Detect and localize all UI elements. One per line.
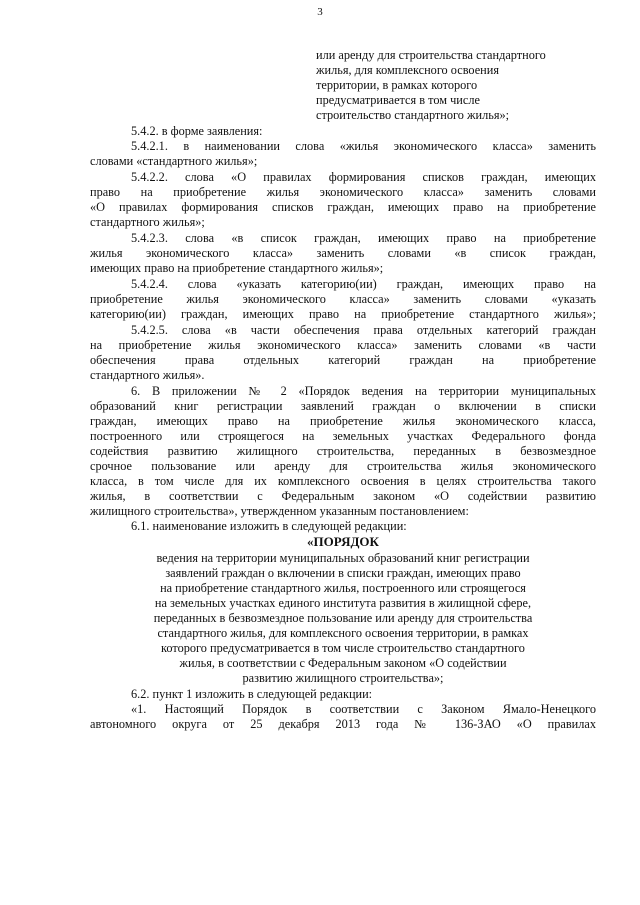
heading-line: переданных в безвозмездное пользование или аренду для строительства [153,611,533,625]
text-line: или аренду для строительства стандартного [316,48,546,62]
text-line: 6.2. пункт 1 изложить в следующей редакции: [131,687,373,701]
text-line: «О правилах формирования списков граждан, имеющих право на приобретение [90,200,596,214]
text-line: построенного или строящегося на земельных участках Федерального фонда [90,429,596,443]
text-line: категорию(ии) граждан, имеющих право на приобретение стандартного жилья»; [90,307,596,321]
text-line: территории, в рамках которого [316,78,478,92]
text-line: 5.4.2.2. слова «О правилах формирования списков граждан, имеющих [131,170,596,184]
text-line: жилищного строительства», утвержденном указанным постановлением: [90,504,469,518]
text-line: граждан, имеющих право на приобретение жилья экономического класса, [90,414,596,428]
text-line: жилья, для комплексного освоения [316,63,499,77]
heading-line: которого предусматривается в том числе строительство стандартного [161,641,525,655]
text-line: 6. В приложении № 2 «Порядок ведения на территории муниципальных [131,384,596,398]
text-line: жилья экономического класса» заменить словами «в список граждан, [90,246,596,260]
text-line: содействия развитию жилищного строительства, переданных в безвозмездное [90,444,596,458]
text-line: приобретение жилья экономического класса» заменить словами «указать [90,292,596,306]
text-line: образований книг регистрации заявлений граждан о включении в списки [90,399,596,413]
heading-line: на приобретение стандартного жилья, построенного или строящегося [160,581,526,595]
text-line: 5.4.2.5. слова «в части обеспечения права отдельных категорий граждан [131,323,596,337]
text-line: обеспечения права отдельных категорий граждан на приобретение [90,353,596,367]
text-line: строительство стандартного жилья»; [316,108,510,122]
heading-line: жилья, в соответствии с Федеральным законом «О содействии [179,656,507,670]
text-line: класса, в том числе для их комплексного освоения в целях строительства такого [90,474,596,488]
text-line: 5.4.2.1. в наименовании слова «жилья экономического класса» заменить [131,139,596,153]
heading-line: ведения на территории муниципальных образований книг регистрации [156,551,530,565]
section-heading: «ПОРЯДОК [307,534,379,549]
text-line: автономного округа от 25 декабря 2013 года № 136-ЗАО «О правилах [90,717,596,731]
heading-line: на земельных участках единого института развития в жилищной сфере, [154,596,532,610]
text-line: словами «стандартного жилья»; [90,154,258,168]
page-number: 3 [317,6,323,18]
text-line: имеющих право на приобретение стандартного жилья»; [90,261,384,275]
heading-line: заявлений граждан о включении в списки граждан, имеющих право [165,566,521,580]
text-line: «1. Настоящий Порядок в соответствии с Законом Ямало-Ненецкого [131,702,596,716]
text-line: 5.4.2.4. слова «указать категорию(ии) граждан, имеющих право на [131,277,596,291]
text-line: 5.4.2. в форме заявления: [131,124,263,138]
text-line: жилья, в соответствии с Федеральным законом «О содействии развитию [90,489,596,503]
text-line: предусматривается в том числе [316,93,480,107]
heading-line: стандартного жилья, для комплексного освоения территории, в рамках [157,626,529,640]
text-line: срочное пользование или аренду для строительства жилья экономического [90,459,596,473]
text-line: стандартного жилья». [90,368,205,382]
text-line: 6.1. наименование изложить в следующей редакции: [131,519,407,533]
heading-line: развитию жилищного строительства»; [242,671,444,685]
text-line: право на приобретение жилья экономического класса» заменить словами [90,185,596,199]
text-line: на приобретение жилья экономического класса» заменить словами «в части [90,338,596,352]
text-line: 5.4.2.3. слова «в список граждан, имеющих право на приобретение [131,231,596,245]
text-line: стандартного жилья»; [90,215,205,229]
